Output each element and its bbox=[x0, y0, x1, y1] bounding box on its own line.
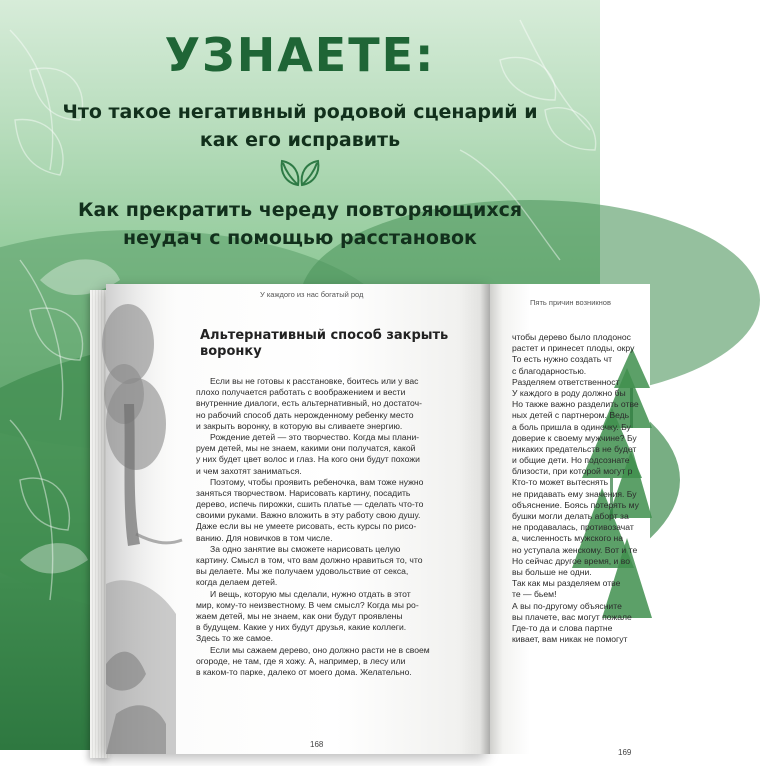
text-line: чтобы дерево было плодонос bbox=[512, 332, 631, 342]
text-line: у них будет цвет волос и глаз. На кого они будут похожи bbox=[196, 454, 420, 465]
right-page-text bbox=[512, 332, 662, 645]
text-line: вы больше не одни. bbox=[512, 566, 592, 577]
text-line: ных детей с партнером. Ведь bbox=[512, 410, 630, 421]
text-line: внутренние диалоги, есть альтернативный, но достаточ- bbox=[196, 398, 422, 409]
text-line: своими руками. Важно вложить в эту работу свою душу. bbox=[196, 510, 421, 521]
leaf-icon bbox=[276, 155, 324, 189]
tree-illustration bbox=[106, 284, 188, 754]
text-line: не придавать ему значения. Бу bbox=[512, 488, 637, 499]
text-line: У каждого в роду должно бы bbox=[512, 387, 626, 398]
text-line: но уступала женскому. Вот и те bbox=[512, 544, 638, 555]
text-line: картину. Смысл в том, что вам должно нравиться то, что bbox=[196, 555, 423, 565]
text-line: бушки могли делать аборт за bbox=[512, 511, 629, 521]
text-line: объяснение. Боясь потерять му bbox=[512, 499, 639, 510]
text-line: доверие к своему мужчине? Бу bbox=[512, 432, 637, 443]
text-line: никаких предательств не будет bbox=[512, 443, 637, 454]
section-subtitle: Альтернативный способ закрыть воронку bbox=[200, 328, 449, 359]
text-line: не продавалась, противозачат bbox=[512, 522, 634, 533]
text-line: Поэтому, чтобы проявить ребеночка, вам тоже нужно bbox=[210, 476, 424, 487]
learning-point-1: Что такое негативный родовой сценарий и как его исправить bbox=[62, 101, 538, 151]
page-number-right: 169 bbox=[618, 748, 632, 757]
text-line: Если вы не готовы к расстановке, боитесь или у вас bbox=[210, 376, 419, 386]
text-line: и закрыть воронку, в которую вы сливаете энергию. bbox=[196, 420, 403, 431]
open-book bbox=[60, 276, 639, 766]
text-line: огороде, не там, где я хожу. А, например, в лесу или bbox=[196, 655, 406, 666]
text-line: дерево, испечь пирожки, сшить платье — сделать что-то bbox=[196, 499, 424, 510]
text-line: Где-то да и слова партне bbox=[512, 622, 613, 633]
text-line: когда делаем детей. bbox=[196, 577, 278, 588]
text-line: в будущем. Какие у них будут друзья, какие коллеги. bbox=[196, 622, 407, 633]
text-line: вы делаете. Мы же получаем удовольствие от секса, bbox=[196, 566, 409, 577]
text-line: жаем детей, мы не знаем, как они будут проявлены bbox=[196, 610, 403, 621]
text-line: близости, при которой могут р bbox=[512, 466, 633, 477]
text-line: Рождение детей — это творчество. Когда мы плани- bbox=[210, 431, 420, 442]
text-line: и общие дети. Но подсознате bbox=[512, 455, 630, 466]
text-line: но рабочий способ дать нерожденному ребенку место bbox=[196, 409, 414, 420]
poster-heading: УЗНАЕТЕ: bbox=[164, 28, 436, 82]
text-line: с благодарностью. bbox=[512, 365, 587, 376]
text-line: растет и принесет плоды, окру bbox=[512, 343, 635, 354]
page-number: 168 bbox=[310, 740, 324, 749]
text-line: плохо получается работать с воображением и вести bbox=[196, 387, 406, 398]
text-line: а, численность мужского на bbox=[512, 533, 624, 544]
text-line: То есть нужно создать чт bbox=[512, 354, 613, 365]
text-line: заняться творчеством. Нарисовать картину, посадить bbox=[196, 487, 411, 498]
text-line: Даже если вы не умеете рисовать, есть курсы по рисо- bbox=[196, 521, 417, 532]
text-line: Так как мы разделяем отве bbox=[512, 578, 621, 589]
right-page bbox=[490, 284, 650, 757]
text-line: Но сейчас другое время, и во bbox=[512, 555, 630, 566]
text-line: Если мы сажаем дерево, оно должно расти не в своем bbox=[210, 644, 430, 655]
text-line: руем детей, мы не знаем, какими они получатся, какой bbox=[196, 443, 416, 454]
running-title-right: Пять причин возникнов bbox=[530, 298, 611, 307]
text-line: в каком-то парке, далеко от моего дома. Желательно. bbox=[196, 666, 412, 677]
text-line: И вещь, которую мы сделали, нужно отдать в этот bbox=[210, 588, 411, 599]
text-line: те — бьем! bbox=[512, 589, 557, 600]
running-title: У каждого из нас богатый род bbox=[260, 290, 364, 299]
text-line: А вы по-другому объясните bbox=[512, 600, 622, 611]
text-line: кивает, вам никак не помогут bbox=[512, 634, 628, 645]
text-line: ванию. Для новичков в том числе. bbox=[196, 532, 333, 543]
left-page-text bbox=[196, 376, 468, 678]
learning-point-2: Как прекратить череду повторяющихся неудач с помощью расстановок bbox=[77, 199, 523, 249]
text-line: Но также важно разделить отве bbox=[512, 399, 639, 410]
text-line: и чем захотят заниматься. bbox=[196, 465, 302, 476]
text-line: вы плачете, вас могут пожале bbox=[512, 611, 632, 622]
text-line: мир, кому-то неизвестному. В чем смысл? Когда мы ро- bbox=[196, 599, 419, 610]
text-line: За одно занятие вы сможете нарисовать целую bbox=[210, 543, 401, 554]
text-line: а боль пришла в одиночку. Бу bbox=[512, 421, 631, 432]
text-line: Разделяем ответственност bbox=[512, 376, 620, 387]
text-line: Кто-то может вытеснять bbox=[512, 477, 609, 488]
text-line: Здесь то же самое. bbox=[196, 633, 273, 644]
